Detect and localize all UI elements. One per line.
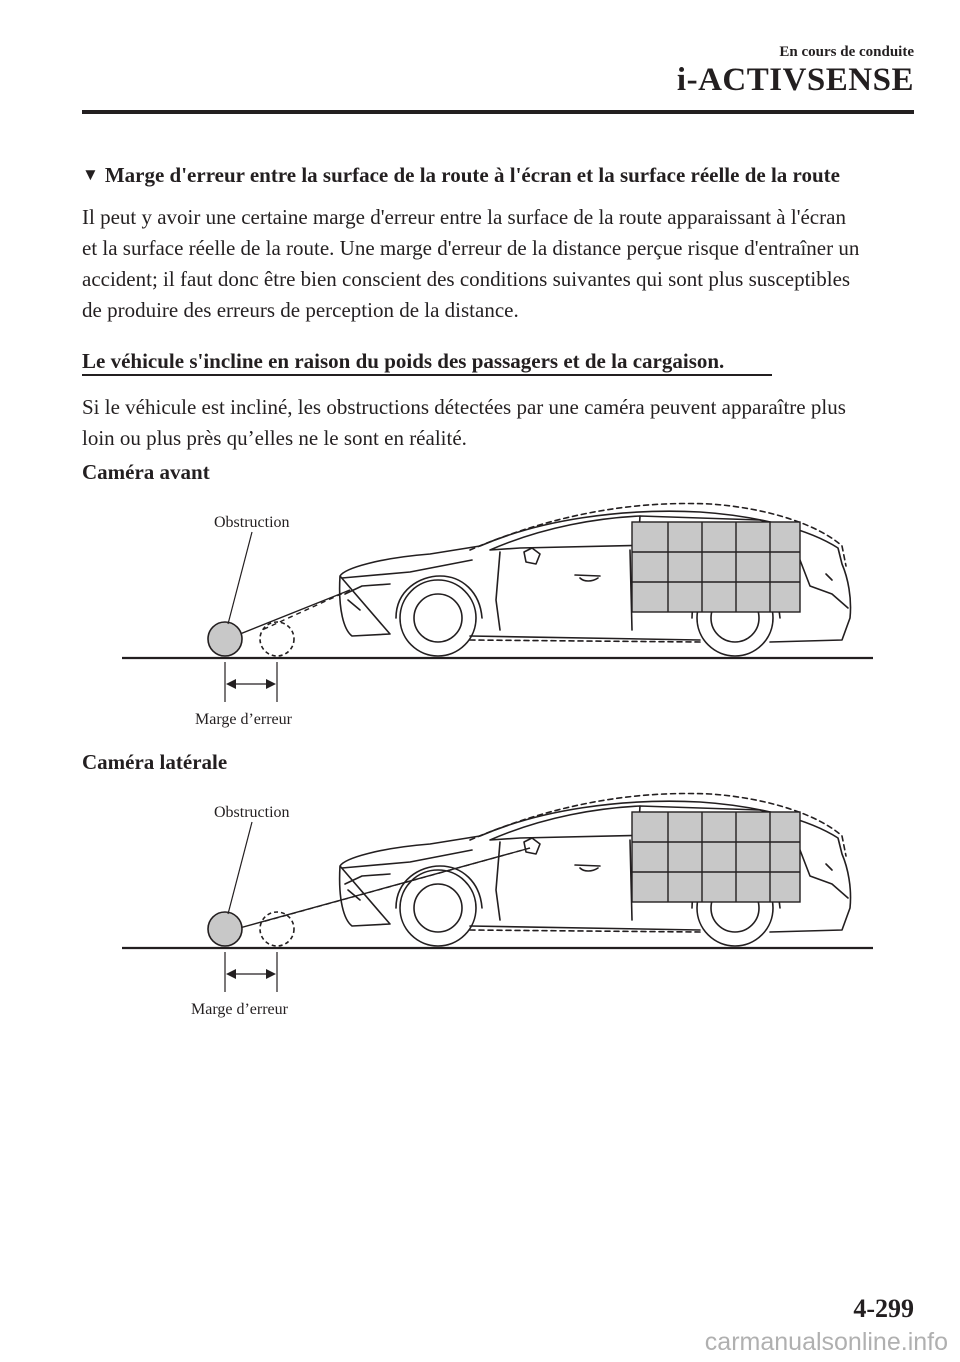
obstruction-label: Obstruction [214,804,290,821]
side-camera-diagram [0,780,960,1030]
side-camera-title: Caméra latérale [82,750,228,774]
triangle-bullet-icon: ▼ [82,165,99,184]
intro-line: Il peut y avoir une certaine marge d'erreur entre la surface de la route apparaissant à l'écran [82,205,846,229]
error-margin-label: Marge d’erreur [191,1001,288,1018]
error-margin-indicator [225,952,277,992]
cargo-grid [632,812,800,902]
intro-line: de produire des erreurs de perception de la distance. [82,298,519,322]
page-number: 4-299 [853,1294,914,1323]
subsection-underline [82,374,772,376]
subsection-line: Si le véhicule est incliné, les obstructions détectées par une caméra peuvent apparaître plus [82,395,846,419]
obstruction-leader [228,532,252,624]
intro-line: accident; il faut donc être bien conscient des conditions suivantes qui sont plus susceptibles [82,267,851,291]
chapter-title: En cours de conduite [779,44,914,60]
obstruction-label: Obstruction [214,514,290,531]
cargo-grid [632,522,800,612]
obstruction-marker [208,622,242,656]
intro-paragraph [82,202,918,326]
section-heading-text: Marge d'erreur entre la surface de la route à l'écran et la surface réelle de la route [104,163,840,187]
subsection-title: Le véhicule s'incline en raison du poids des passagers et de la cargaison. [82,349,725,373]
obstruction-marker [208,912,242,946]
section-heading [82,163,922,188]
watermark-text: carmanualsonline.info [704,1328,948,1356]
error-margin-label: Marge d’erreur [195,711,292,728]
subsection-paragraph [82,392,918,454]
section-title: i-ACTIVSENSE [676,62,914,98]
subsection-line: loin ou plus près qu’elles ne le sont en réalité. [82,426,467,450]
perceived-obstruction-marker [260,622,294,656]
front-camera-diagram [0,490,960,740]
header-rule [82,110,914,114]
camera-sight-line [225,590,350,640]
intro-line: et la surface réelle de la route. Une marge d'erreur de la distance perçue risque d'entraîner un [82,236,860,260]
obstruction-leader [228,822,252,914]
error-margin-indicator [225,662,277,702]
front-camera-title: Caméra avant [82,460,210,484]
